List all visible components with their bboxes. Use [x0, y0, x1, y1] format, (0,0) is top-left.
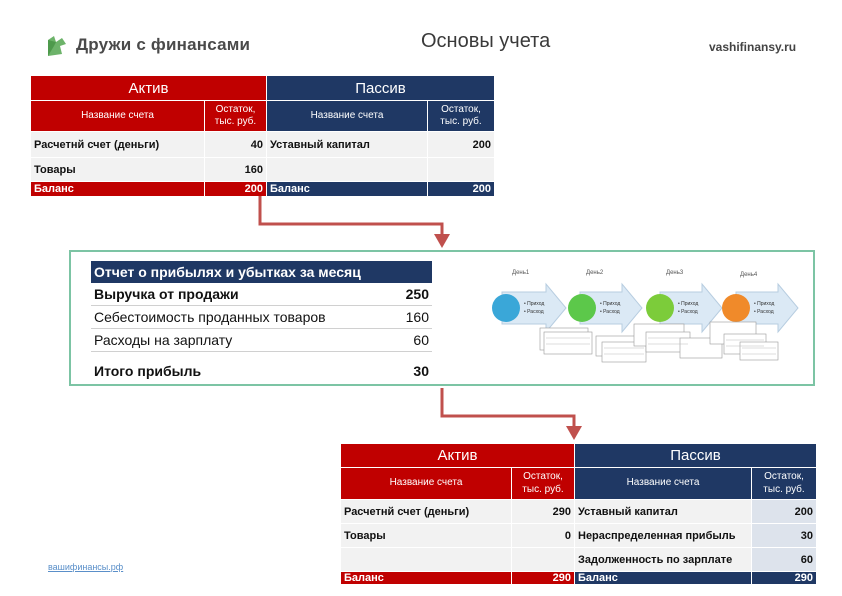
total-row	[341, 572, 817, 585]
pnl-total-value: 30	[413, 363, 429, 379]
daily-flow-diagram	[484, 262, 804, 370]
pnl-label: Расходы на зарплату	[91, 329, 381, 352]
site-url[interactable]: vashifinansy.ru	[709, 40, 797, 54]
diagram-bullet: • Расход	[754, 309, 774, 315]
col-header-name: Название счета	[31, 101, 205, 132]
asset-value: 160	[205, 158, 267, 182]
puzzle-logo-icon	[44, 32, 70, 58]
pnl-value: 250	[381, 283, 432, 306]
col-header-balance: Остаток, тыс. руб.	[752, 468, 817, 500]
diagram-bullet: • Приход	[524, 301, 545, 307]
diagram-bullet: • Расход	[600, 309, 620, 315]
assets-total-label: Баланс	[341, 572, 512, 585]
table-row	[31, 132, 495, 158]
liability-name	[267, 158, 428, 182]
liabilities-total-value: 200	[428, 182, 495, 197]
liabilities-header: Пассив	[575, 444, 817, 468]
liability-name: Уставный капитал	[267, 132, 428, 158]
liability-value: 200	[752, 500, 817, 524]
col-header-name: Название счета	[575, 468, 752, 500]
table-row	[31, 158, 495, 182]
logo-text: Дружи с финансами	[76, 35, 251, 54]
asset-value: 40	[205, 132, 267, 158]
col-header-name: Название счета	[341, 468, 512, 500]
liabilities-total-value: 290	[752, 572, 817, 585]
footer-link[interactable]: вашифинансы.рф	[48, 562, 124, 572]
assets-header: Актив	[31, 76, 267, 101]
flow-arrow-2	[432, 386, 592, 444]
flow-arrow-1	[250, 194, 460, 252]
table-row	[341, 524, 817, 548]
asset-name: Товары	[341, 524, 512, 548]
liability-name: Уставный капитал	[575, 500, 752, 524]
day-label: День4	[740, 272, 758, 278]
liability-value	[428, 158, 495, 182]
assets-total-value: 200	[205, 182, 267, 197]
diagram-bullet: • Расход	[678, 309, 698, 315]
liability-value: 200	[428, 132, 495, 158]
pnl-value: 160	[381, 306, 432, 329]
day-label: День2	[586, 270, 604, 276]
col-header-balance: Остаток, тыс. руб.	[428, 101, 495, 132]
pnl-title: Отчет о прибылях и убытках за месяц	[91, 261, 432, 283]
col-header-balance: Остаток, тыс. руб.	[205, 101, 267, 132]
pnl-label: Выручка от продажи	[91, 283, 381, 306]
balance-sheet-after	[340, 443, 817, 585]
col-header-balance: Остаток, тыс. руб.	[512, 468, 575, 500]
liabilities-header: Пассив	[267, 76, 495, 101]
asset-value: 290	[512, 500, 575, 524]
asset-name	[341, 548, 512, 572]
day-label: День3	[666, 270, 684, 276]
assets-total-value: 290	[512, 572, 575, 585]
assets-header: Актив	[341, 444, 575, 468]
liabilities-total-label: Баланс	[267, 182, 428, 197]
asset-name: Товары	[31, 158, 205, 182]
liability-value: 30	[752, 524, 817, 548]
diagram-bullet: • Приход	[754, 301, 775, 307]
assets-total-label: Баланс	[31, 182, 205, 197]
asset-name: Расчетнй счет (деньги)	[341, 500, 512, 524]
balance-sheet-before	[30, 75, 495, 197]
liability-name: Нераспределенная прибыль	[575, 524, 752, 548]
profit-loss-statement	[91, 261, 432, 382]
logo	[44, 32, 250, 58]
liability-name: Задолженность по зарплате	[575, 548, 752, 572]
table-row	[91, 306, 432, 329]
liability-value: 60	[752, 548, 817, 572]
asset-value: 0	[512, 524, 575, 548]
diagram-bullet: • Приход	[678, 301, 699, 307]
day-label: День1	[512, 270, 530, 276]
asset-value	[512, 548, 575, 572]
table-row	[341, 500, 817, 524]
liabilities-total-label: Баланс	[575, 572, 752, 585]
pnl-total-row	[91, 360, 432, 382]
col-header-name: Название счета	[267, 101, 428, 132]
page-title: Основы учета	[421, 30, 551, 52]
pnl-total-label: Итого прибыль	[94, 363, 202, 379]
table-row	[91, 283, 432, 306]
pnl-value: 60	[381, 329, 432, 352]
pnl-label: Себестоимость проданных товаров	[91, 306, 381, 329]
diagram-bullet: • Расход	[524, 309, 544, 315]
diagram-bullet: • Приход	[600, 301, 621, 307]
table-row	[91, 329, 432, 352]
asset-name: Расчетнй счет (деньги)	[31, 132, 205, 158]
table-row	[341, 548, 817, 572]
